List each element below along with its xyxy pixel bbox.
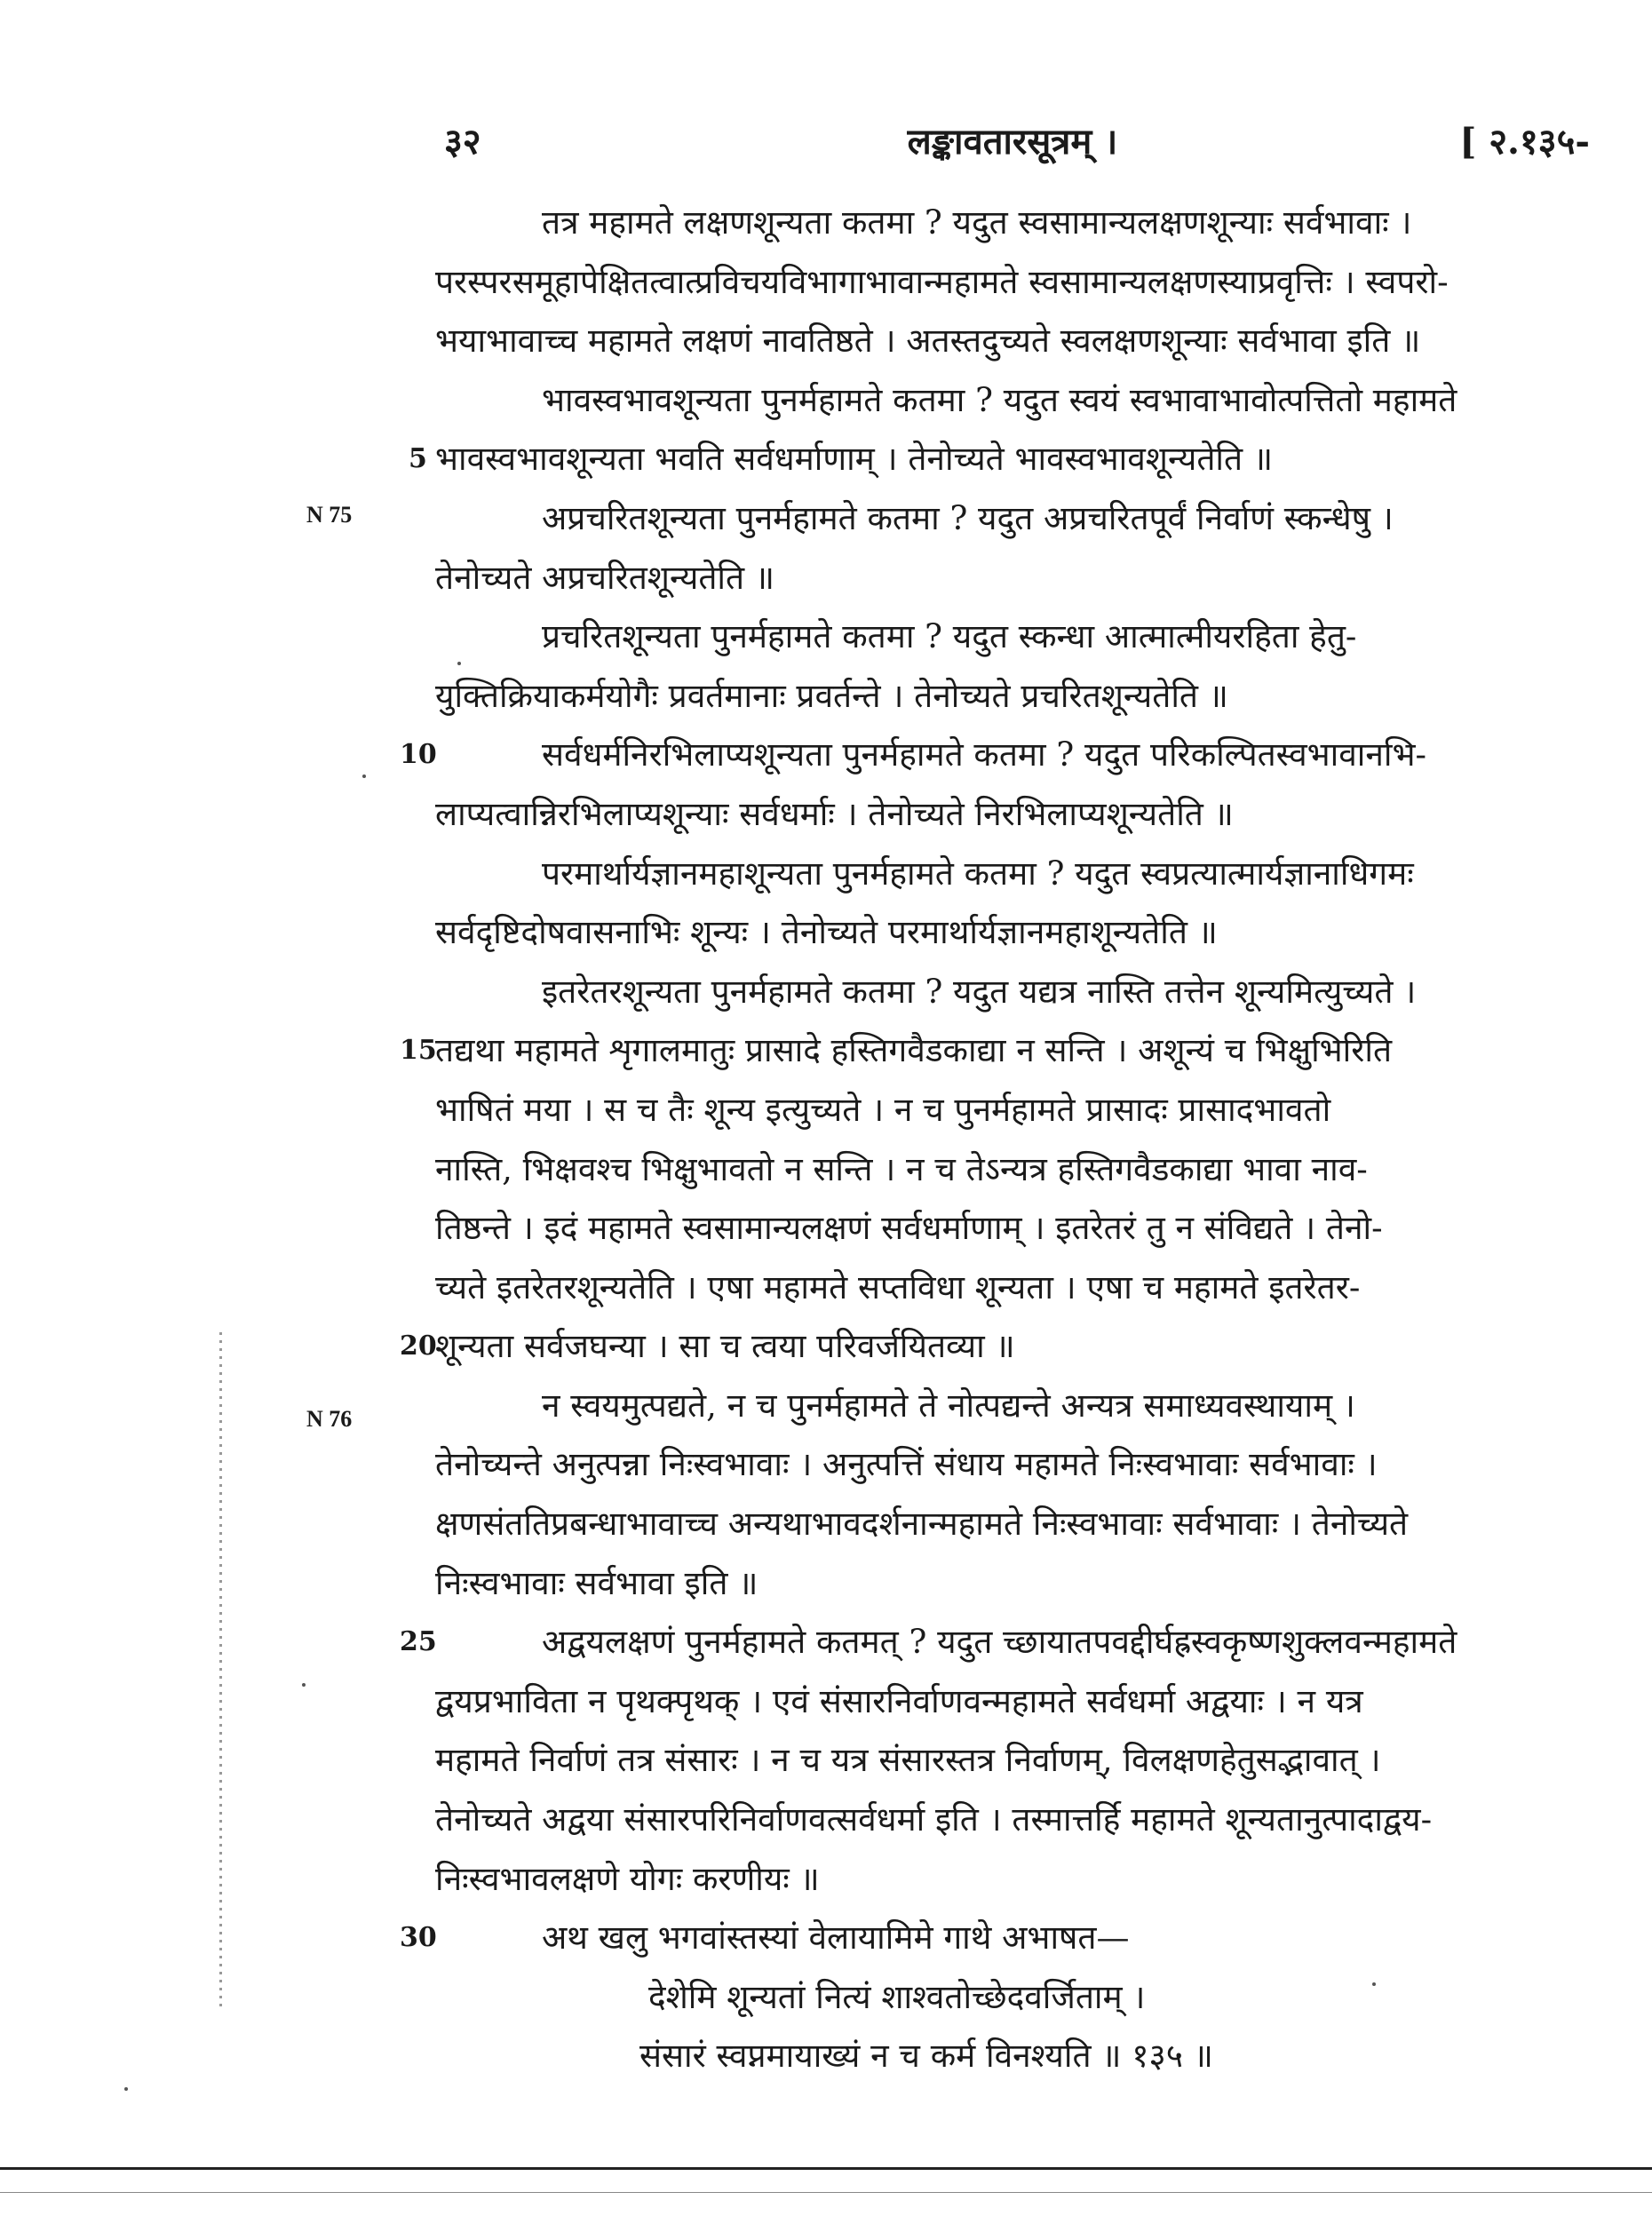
line-text: सर्वदृष्टिदोषवासनाभिः शून्यः । तेनोच्यते परमार्थार्यज्ञानमहाशून्यतेति ॥ [435,913,1218,952]
text-line [409,430,1590,489]
line-text: तेनोच्यन्ते अनुत्पन्ना निःस्वभावाः । अनुत्पत्तिं संधाय महामते निःस्वभावाः सर्वभावाः । [435,1445,1378,1484]
text-line [435,312,1590,371]
text-line [435,1554,1590,1614]
line-number: 30 [400,1922,437,1954]
text-line [400,1021,1590,1081]
section-reference: [ २.१३५- [1459,121,1590,163]
line-text: क्षणसंततिप्रबन्धाभावाच्च अन्यथाभावदर्शनान्महामते निःस्वभावाः सर्वभावाः । तेनोच्यते [435,1505,1409,1544]
line-text: न स्वयमुत्पद्यते, न च पुनर्महामते ते नोत्पद्यन्ते अन्यत्र समाध्यवस्थायाम् । [542,1386,1355,1425]
line-text: च्यते इतरेतरशून्यतेति । एषा महामते सप्तविधा शून्यता । एषा च महामते इतरेतर- [435,1267,1361,1307]
line-text: अप्रचरितशून्यता पुनर्महामते कतमा ? यदुत अप्रचरितपूर्वं निर्वाणं स्कन्धेषु । [542,498,1394,537]
line-number: 10 [400,739,437,771]
scan-speck [1372,1982,1376,1986]
scan-speck [302,1683,306,1687]
line-number: 25 [400,1626,437,1658]
line-text: परस्परसमूहापेक्षितत्वात्प्रविचयविभागाभावान्महामते स्वसामान्यलक्षणस्याप्रवृत्तिः । स्वपरो- [435,262,1449,301]
text-line [435,1435,1590,1495]
page-number: ३२ [444,121,481,163]
text-line [435,1259,1590,1318]
text-line [435,1199,1590,1259]
margin-note: N 75 [306,502,353,528]
text-line [400,1909,1590,1968]
text-line [435,1672,1590,1732]
text-line [435,608,1590,667]
bottom-rule-faint [0,2192,1652,2193]
text-line [435,2027,1590,2086]
line-text: द्वयप्रभाविता न पृथक्पृथक् । एवं संसारनिर्वाणवन्महामते सर्वधर्मा अद्वयाः । न यत्र [435,1681,1363,1720]
text-line [435,1850,1590,1910]
text-line [435,667,1590,727]
line-text: परमार्थार्यज्ञानमहाशून्यता पुनर्महामते कतमा ? यदुत स्वप्रत्यात्मार्यज्ञानाधिगमः [542,854,1414,893]
line-text: प्रचरितशून्यता पुनर्महामते कतमा ? यदुत स्कन्धा आत्मात्मीयरहिता हेतु- [542,617,1357,656]
bottom-rule [0,2167,1652,2170]
text-line [400,1317,1590,1377]
line-text: शून्यता सर्वजघन्या । सा च त्वया परिवर्जयितव्या ॥ [435,1327,1015,1366]
text-line [435,1968,1590,2028]
text-line [435,963,1590,1022]
line-text: तेनोच्यते अद्वया संसारपरिनिर्वाणवत्सर्वधर्मा इति । तस्मात्तर्हि महामते शून्यतानुत्पादाद्वय- [435,1800,1433,1839]
line-text: निःस्वभावलक्षणे योगः करणीयः ॥ [435,1859,820,1898]
body-text [400,194,1590,2086]
text-line [435,549,1590,608]
text-line [435,253,1590,313]
text-line [435,845,1590,904]
text-line [435,1377,1590,1436]
scan-speck [457,662,461,665]
text-line [435,785,1590,845]
line-text: नास्ति, भिक्षवश्च भिक्षुभावतो न सन्ति । न च तेऽन्यत्र हस्तिगवैडकाद्या भावा नाव- [435,1149,1368,1188]
line-text: भावस्वभावशून्यता पुनर्महामते कतमा ? यदुत स्वयं स्वभावाभावोत्पत्तितो महामते [542,380,1457,419]
text-line [435,1495,1590,1554]
text-line [435,1081,1590,1140]
line-text: इतरेतरशून्यता पुनर्महामते कतमा ? यदुत यद्यत्र नास्ति तत्तेन शून्यमित्युच्यते । [542,972,1417,1011]
line-text: निःस्वभावाः सर्वभावा इति ॥ [435,1563,758,1602]
scan-edge-artifact [219,1332,222,2007]
line-text: देशेमि शून्यतां नित्यं शाश्वतोच्छेदवर्जिताम् । [648,1977,1146,2016]
line-text: तेनोच्यते अप्रचरितशून्यतेति ॥ [435,558,775,597]
line-number: 5 [409,443,427,475]
line-text: भावस्वभावशून्यता भवति सर्वधर्माणाम् । तेनोच्यते भावस्वभावशून्यतेति ॥ [435,440,1274,479]
margin-note: N 76 [306,1406,353,1432]
book-title: लङ्कावतारसूत्रम् । [907,121,1118,163]
line-text: संसारं स्वप्नमायाख्यं न च कर्म विनश्यति ॥ १३५ ॥ [639,2037,1213,2076]
text-line [435,1140,1590,1200]
line-text: तिष्ठन्ते । इदं महामते स्वसामान्यलक्षणं सर्वधर्माणाम् । इतरेतरं तु न संविद्यते । तेनो- [435,1209,1383,1248]
line-number: 15 [400,1035,437,1067]
text-line [435,489,1590,549]
line-text: युक्तिक्रियाकर्मयोगैः प्रवर्तमानाः प्रवर्तन्ते । तेनोच्यते प्रचरितशून्यतेति ॥ [435,676,1228,715]
line-text: तत्र महामते लक्षणशून्यता कतमा ? यदुत स्वसामान्यलक्षणशून्याः सर्वभावाः । [542,203,1412,242]
line-text: भयाभावाच्च महामते लक्षणं नावतिष्ठते । अतस्तदुच्यते स्वलक्षणशून्याः सर्वभावा इति ॥ [435,322,1421,361]
line-text: सर्वधर्मनिरभिलाप्यशून्यता पुनर्महामते कतमा ? यदुत परिकल्पितस्वभावानभि- [542,735,1427,774]
line-text: अद्वयलक्षणं पुनर्महामते कतमत् ? यदुत च्छायातपवद्दीर्घह्रस्वकृष्णशुक्लवन्महामते [542,1623,1457,1662]
scan-speck [124,2087,128,2091]
text-line [435,1731,1590,1791]
line-text: महामते निर्वाणं तत्र संसारः । न च यत्र संसारस्तत्र निर्वाणम्, विलक्षणहेतुसद्भावात् । [435,1741,1381,1780]
text-line [400,726,1590,785]
text-line [435,1791,1590,1850]
text-line [435,903,1590,963]
line-text: तद्यथा महामते शृगालमातुः प्रासादे हस्तिगवैडकाद्या न सन्ति । अशून्यं च भिक्षुभिरिति [435,1031,1393,1070]
running-header [435,115,1590,169]
line-number: 20 [400,1330,437,1362]
line-text: लाप्यत्वान्निरभिलाप्यशून्याः सर्वधर्माः । तेनोच्यते निरभिलाप्यशून्यतेति ॥ [435,794,1234,833]
line-text: अथ खलु भगवांस्तस्यां वेलायामिमे गाथे अभाषत— [542,1918,1130,1958]
text-line [435,194,1590,253]
text-line [435,371,1590,431]
text-line [400,1613,1590,1672]
line-text: भाषितं मया । स च तैः शून्य इत्युच्यते । न च पुनर्महामते प्रासादः प्रासादभावतो [435,1090,1331,1129]
scan-speck [362,774,366,778]
